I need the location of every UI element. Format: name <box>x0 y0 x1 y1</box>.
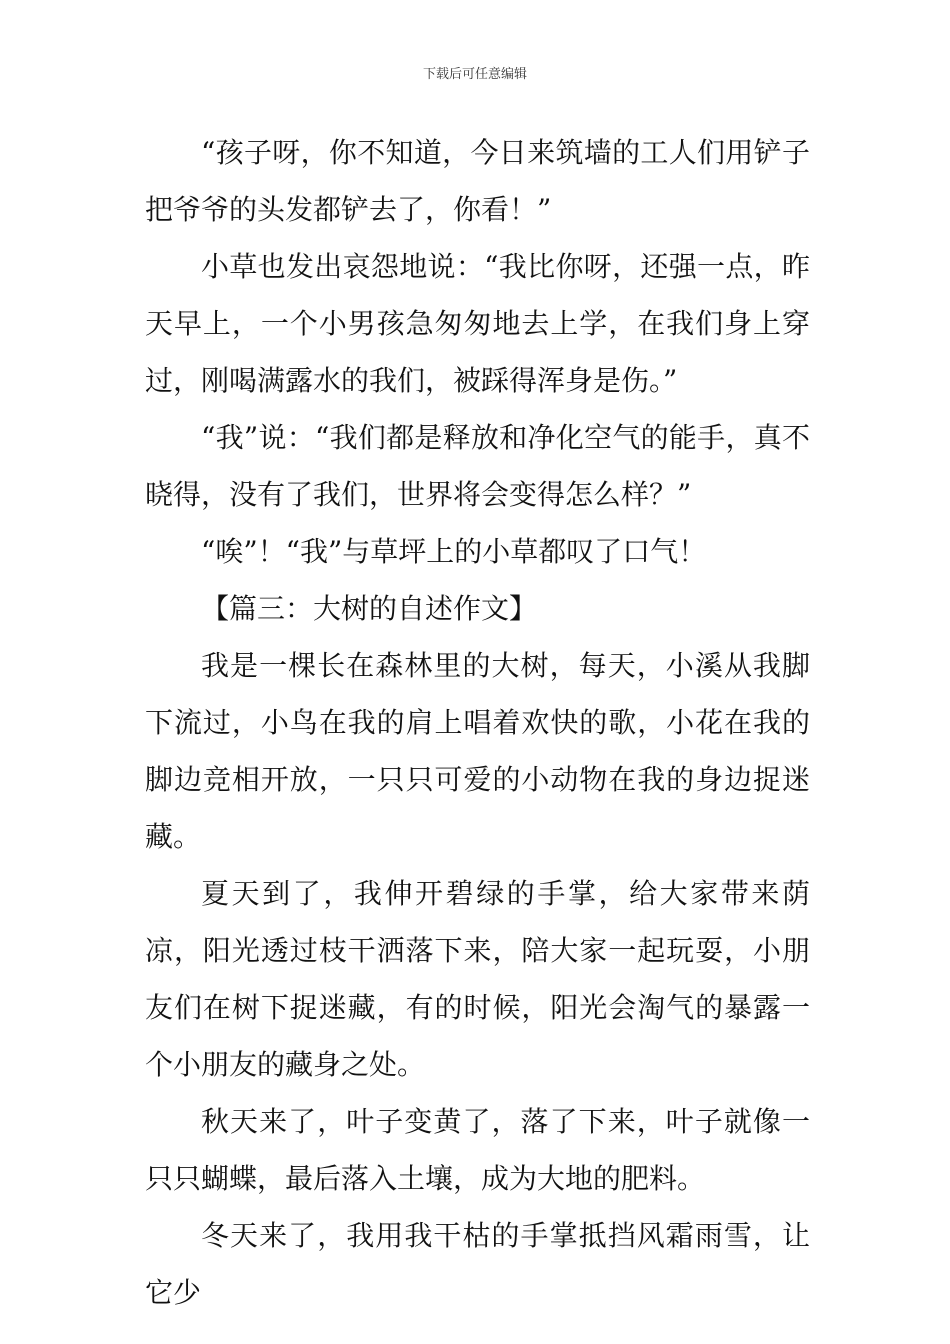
paragraph-5: 我是一棵长在森林里的大树，每天，小溪从我脚下流过，小鸟在我的肩上唱着欢快的歌，小花在我的脚边竞相开放，一只只可爱的小动物在我的身边捉迷藏。 <box>145 649 810 853</box>
paragraph-1: “孩子呀，你不知道，今日来筑墙的工人们用铲子把爷爷的头发都铲去了，你看！” <box>145 136 810 226</box>
paragraph-7: 秋天来了，叶子变黄了，落了下来，叶子就像一只只蝴蝶，最后落入土壤，成为大地的肥料。 <box>145 1105 810 1195</box>
document-body <box>145 124 810 1321</box>
paragraph-3: “我”说：“我们都是释放和净化空气的能手，真不晓得，没有了我们，世界将会变得怎么样？” <box>145 421 810 511</box>
paragraph-2: 小草也发出哀怨地说：“我比你呀，还强一点，昨天早上，一个小男孩急匆匆地去上学，在我们身上穿过，刚喝满露水的我们，被踩得浑身是伤。” <box>145 250 810 397</box>
paragraph-8: 冬天来了，我用我干枯的手掌抵挡风霜雨雪，让它少 <box>145 1219 810 1309</box>
page-header: 下载后可任意编辑 <box>422 67 527 82</box>
section-heading: 【篇三：大树的自述作文】 <box>201 592 538 625</box>
paragraph-6: 夏天到了，我伸开碧绿的手掌，给大家带来荫凉，阳光透过枝干洒落下来，陪大家一起玩耍，小朋友们在树下捉迷藏，有的时候，阳光会淘气的暴露一个小朋友的藏身之处。 <box>145 877 810 1081</box>
paragraph-4: “唉”！“我”与草坪上的小草都叹了口气！ <box>201 535 707 568</box>
